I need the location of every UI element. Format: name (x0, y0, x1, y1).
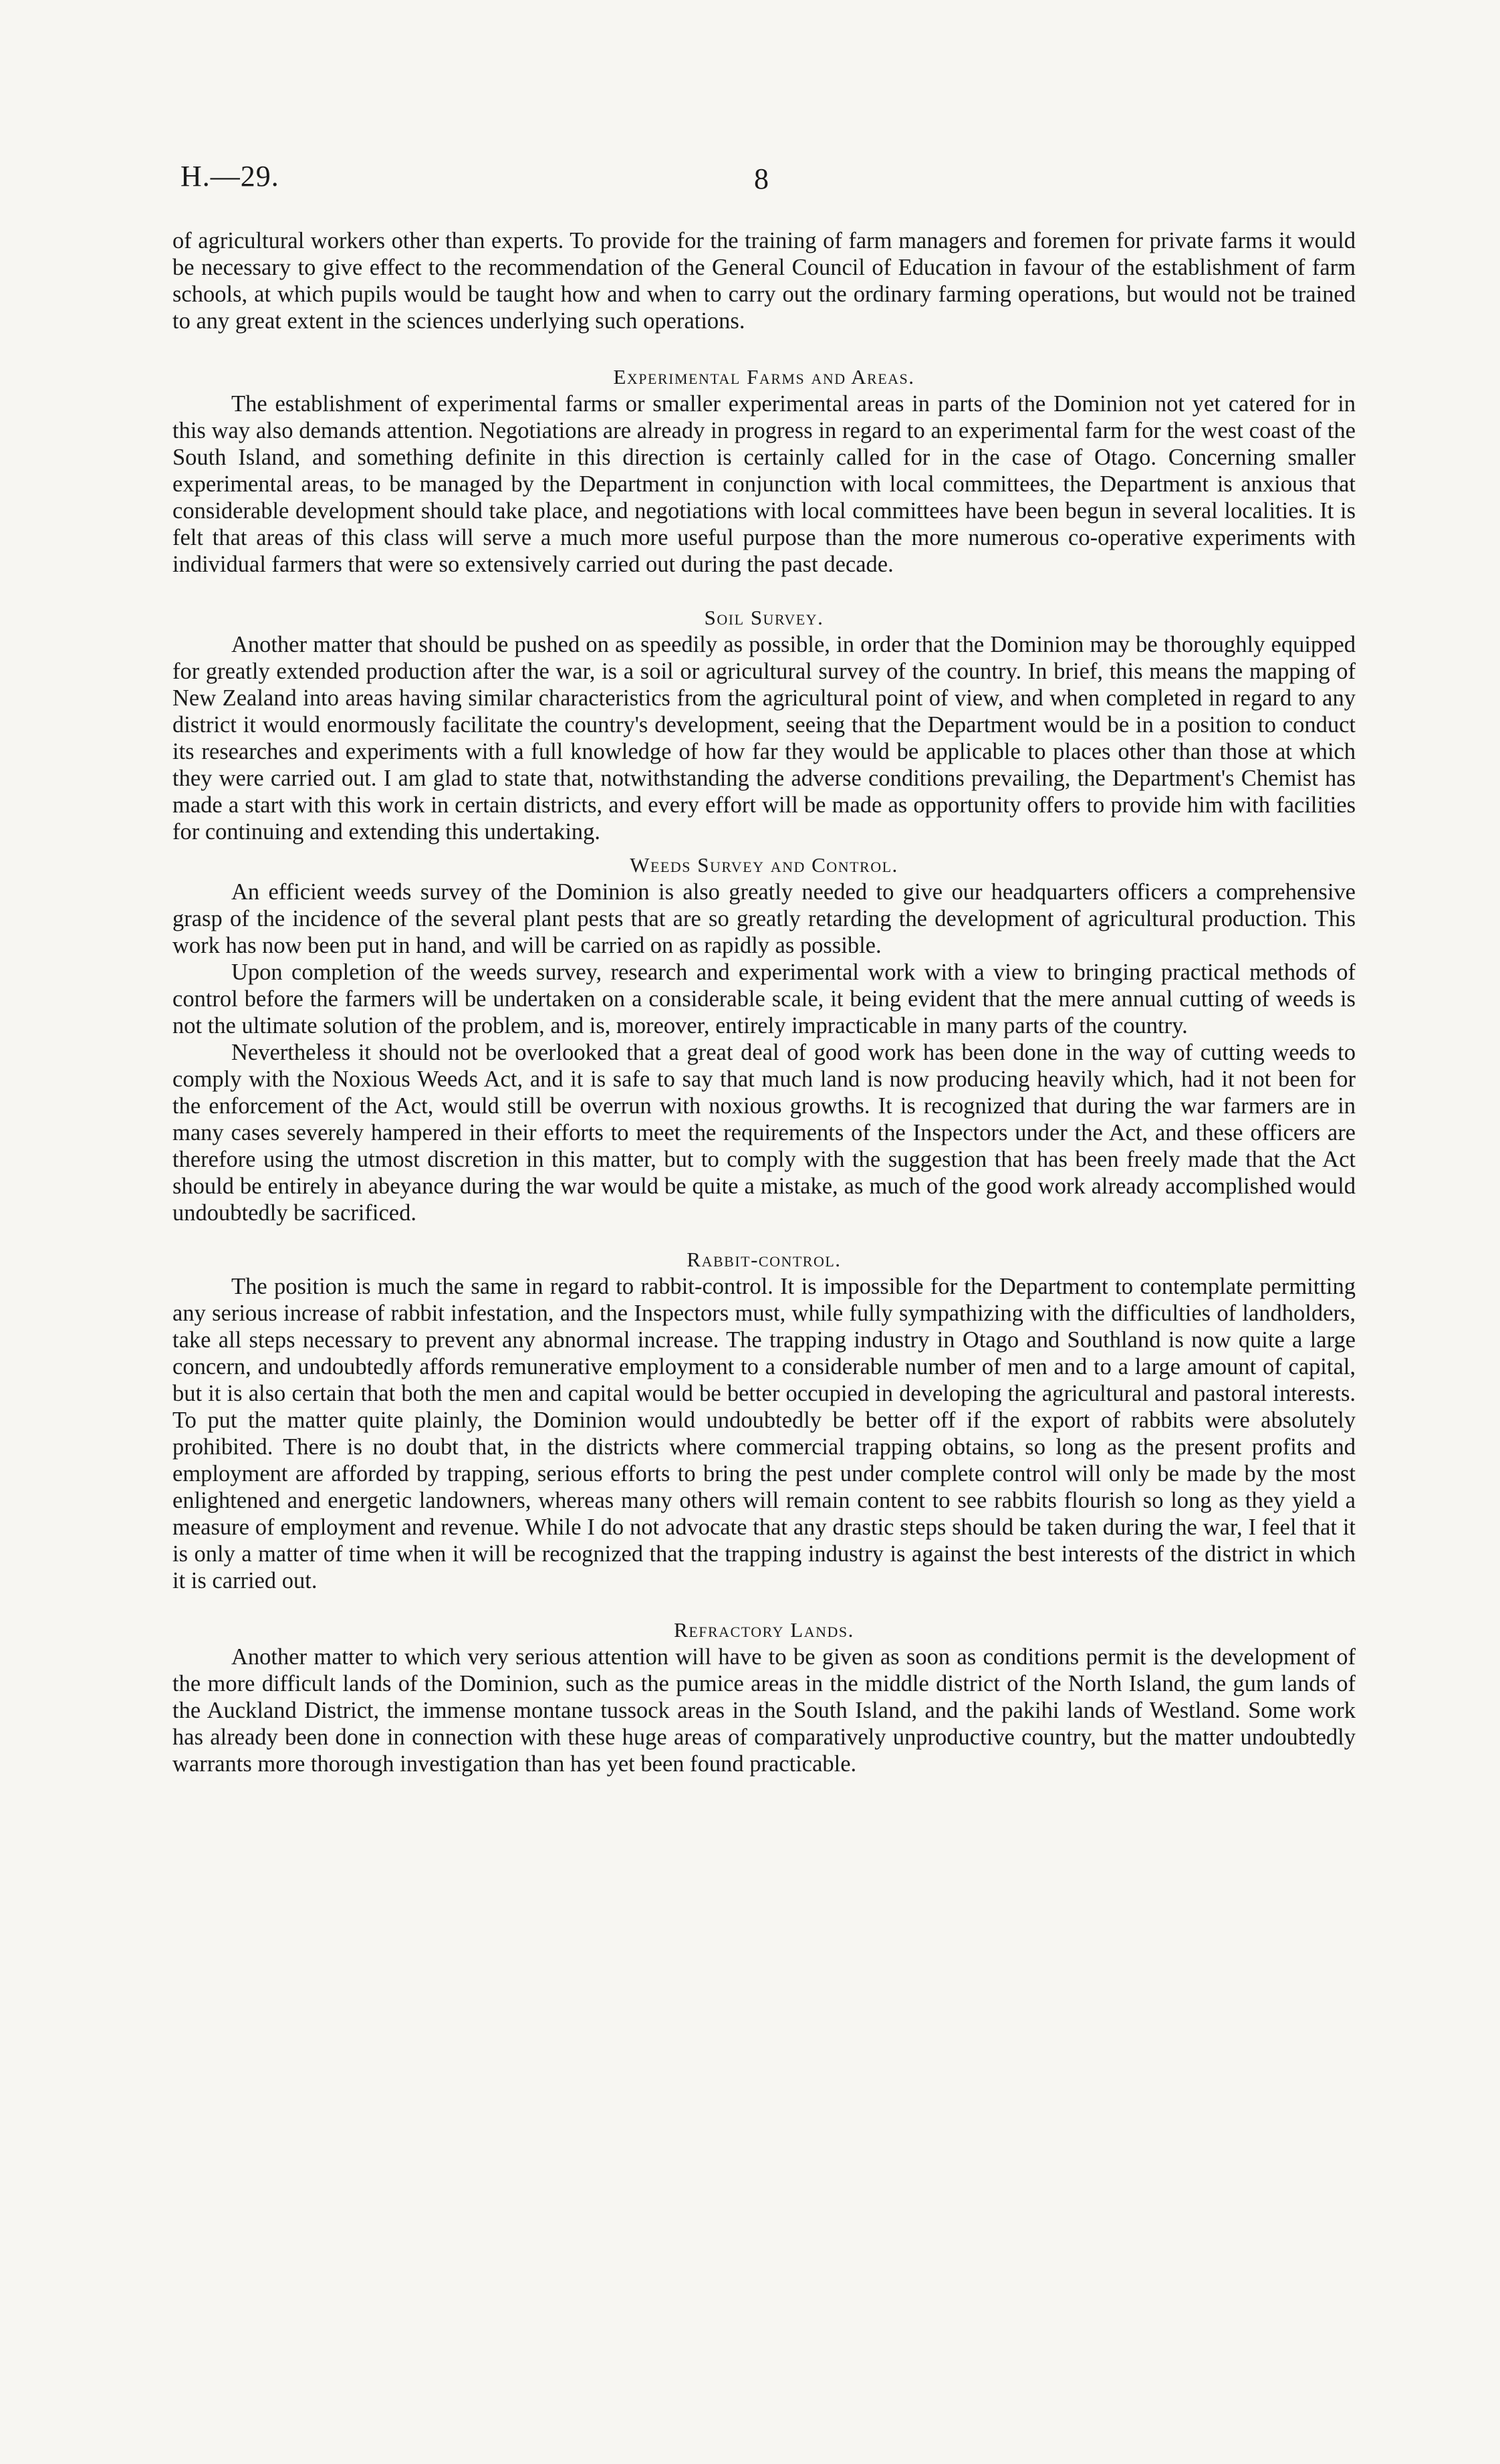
section-heading-refractory-lands: Refractory Lands. (674, 1618, 854, 1642)
section-heading-rabbit-control: Rabbit-control. (686, 1248, 842, 1271)
weeds-paragraph: Upon completion of the weeds survey, research and experimental work with a view to bringing practical methods of control before the farmers will be undertaken on a considerable scale, it being evident that the mere annual cutting of weeds is not the ultimate solution of the problem, and is, moreover, entirely impracticable in many parts of the country. (172, 960, 1356, 1038)
soil-survey-paragraph: Another matter that should be pushed on as speedily as possible, in order that the Dominion may be thoroughly equipped for greatly extended production after the war, is a soil or agricultural survey of the country. In brief, this means the mapping of New Zealand into areas having similar characteristics from the agricultural point of view, and when completed in regard to any district it would enormously facilitate the country's development, seeing that the Department would be in a position to conduct its researches and experiments with a full knowledge of how far they would be applicable to places other than those at which they were carried out. I am glad to state that, notwithstanding the adverse conditions prevailing, the Department's Chemist has made a start with this work in certain districts, and every effort will be made as opportunity offers to provide him with facilities for continuing and extending this undertaking. (172, 632, 1356, 845)
page-number: 8 (754, 162, 769, 195)
rabbit-control-paragraph: The position is much the same in regard to rabbit-control. It is impossible for the Department to contemplate permitting any serious increase of rabbit infestation, and the Inspectors must, while fully sympathizing with the difficulties of landholders, take all steps necessary to prevent any abnormal increase. The trapping industry in Otago and Southland is now quite a large concern, and undoubtedly affords remunerative employment to a considerable number of men and to a large amount of capital, but it is also certain that both the men and capital would be better occupied in developing the agricultural and pastoral interests. To put the matter quite plainly, the Dominion would undoubtedly be better off if the export of rabbits were absolutely prohibited. There is no doubt that, in the districts where commercial trapping obtains, so long as the present profits and employment are afforded by trapping, serious efforts to bring the pest under complete control will only be made by the most enlightened and energetic landowners, whereas many others will remain content to see rabbits flourish so long as they yield a measure of employment and revenue. While I do not advocate that any drastic steps should be taken during the war, I feel that it is only a matter of time when it will be recognized that the trapping industry is against the best interests of the district in which it is carried out. (172, 1274, 1356, 1593)
document-reference: H.—29. (180, 160, 279, 193)
weeds-paragraph: Nevertheless it should not be overlooked that a great deal of good work has been done in the way of cutting weeds to comply with the Noxious Weeds Act, and it is safe to say that much land is now producing heavily which, had it not been for the enforcement of the Act, would still be overrun with noxious growths. It is recognized that during the war farmers are in many cases severely hampered in their efforts to meet the requirements of the Inspectors under the Act, and these officers are therefore using the utmost discretion in this matter, but to comply with the suggestion that has been freely made that the Act should be entirely in abeyance during the war would be quite a mistake, as much of the good work already accomplished would undoubtedly be sacrificed. (172, 1040, 1356, 1226)
weeds-paragraph: An efficient weeds survey of the Dominion is also greatly needed to give our headquarters officers a comprehensive grasp of the incidence of the several plant pests that are so greatly retarding the development of agricultural production. This work has now been put in hand, and will be carried on as rapidly as possible. (172, 879, 1356, 958)
experimental-farms-paragraph: The establishment of experimental farms or smaller experimental areas in parts of the Dominion not yet catered for in this way also demands attention. Negotiations are already in progress in regard to an experimental farm for the west coast of the South Island, and something definite in this direction is certainly called for in the case of Otago. Concerning smaller experimental areas, to be managed by the Department in conjunction with local committees, the Department is anxious that considerable development should take place, and negotiations with local committees have been begun in several localities. It is felt that areas of this class will serve a much more useful purpose than the more numerous co-operative experiments with individual farmers that were so extensively carried out during the past decade. (172, 391, 1356, 577)
section-heading-soil-survey: Soil Survey. (704, 606, 824, 629)
document-body (172, 227, 1356, 1777)
refractory-lands-paragraph: Another matter to which very serious attention will have to be given as soon as conditions permit is the development of the more difficult lands of the Dominion, such as the pumice areas in the middle district of the North Island, the gum lands of the Auckland District, the immense montane tussock areas in the South Island, and the pakihi lands of Westland. Some work has already been done in connection with these huge areas of comparatively unproductive country, but the matter undoubtedly warrants more thorough investigation than has yet been found practicable. (172, 1644, 1356, 1777)
section-heading-weeds-survey: Weeds Survey and Control. (630, 853, 898, 877)
section-heading-experimental-farms: Experimental Farms and Areas. (613, 365, 915, 388)
intro-paragraph: of agricultural workers other than experts. To provide for the training of farm managers and foremen for private farms it would be necessary to give effect to the recommendation of the General Council of Education in favour of the establishment of farm schools, at which pupils would be taught how and when to carry out the ordinary farming operations, but would not be trained to any great extent in the sciences underlying such operations. (172, 228, 1356, 334)
